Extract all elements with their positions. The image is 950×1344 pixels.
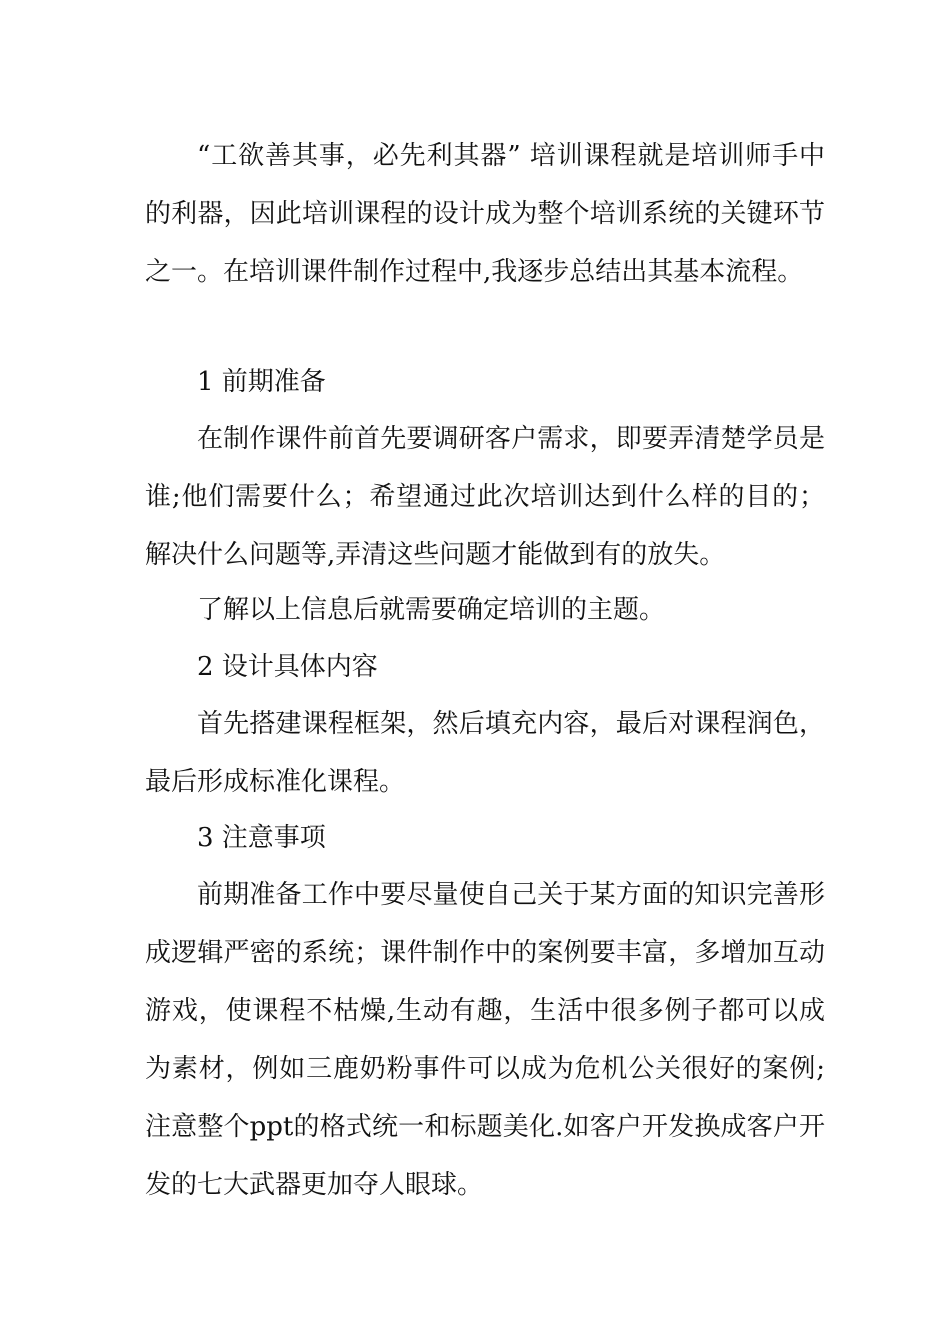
notes-paragraph: 前期准备工作中要尽量使自己关于某方面的知识完善形成逻辑严密的系统；课件制作中的案例要丰富，多增加互动游戏，使课程不枯燥,生动有趣，生活中很多例子都可以成为素材，例如三鹿奶粉事件可以成为危机公关很好的案例;注意整个ppt的格式统一和标题美化.如客户开发换成客户开发的七大武器更加夺人眼球。 bbox=[145, 880, 825, 1200]
section-heading-preparation: 1 前期准备 bbox=[197, 367, 326, 397]
topic-paragraph: 了解以上信息后就需要确定培训的主题。 bbox=[197, 595, 666, 625]
content-design-paragraph: 首先搭建课程框架，然后填充内容，最后对课程润色，最后形成标准化课程。 bbox=[145, 709, 825, 797]
section-heading-notes: 3 注意事项 bbox=[197, 823, 326, 853]
section-heading-content-design: 2 设计具体内容 bbox=[197, 652, 378, 682]
preparation-paragraph: 在制作课件前首先要调研客户需求，即要弄清楚学员是谁;他们需要什么；希望通过此次培训达到什么样的目的；解决什么问题等,弄清这些问题才能做到有的放失。 bbox=[145, 424, 825, 570]
intro-paragraph: “工欲善其事，必先利其器” 培训课程就是培训师手中的利器，因此培训课程的设计成为整个培训系统的关键环节之一。在培训课件制作过程中,我逐步总结出其基本流程。 bbox=[145, 141, 825, 287]
